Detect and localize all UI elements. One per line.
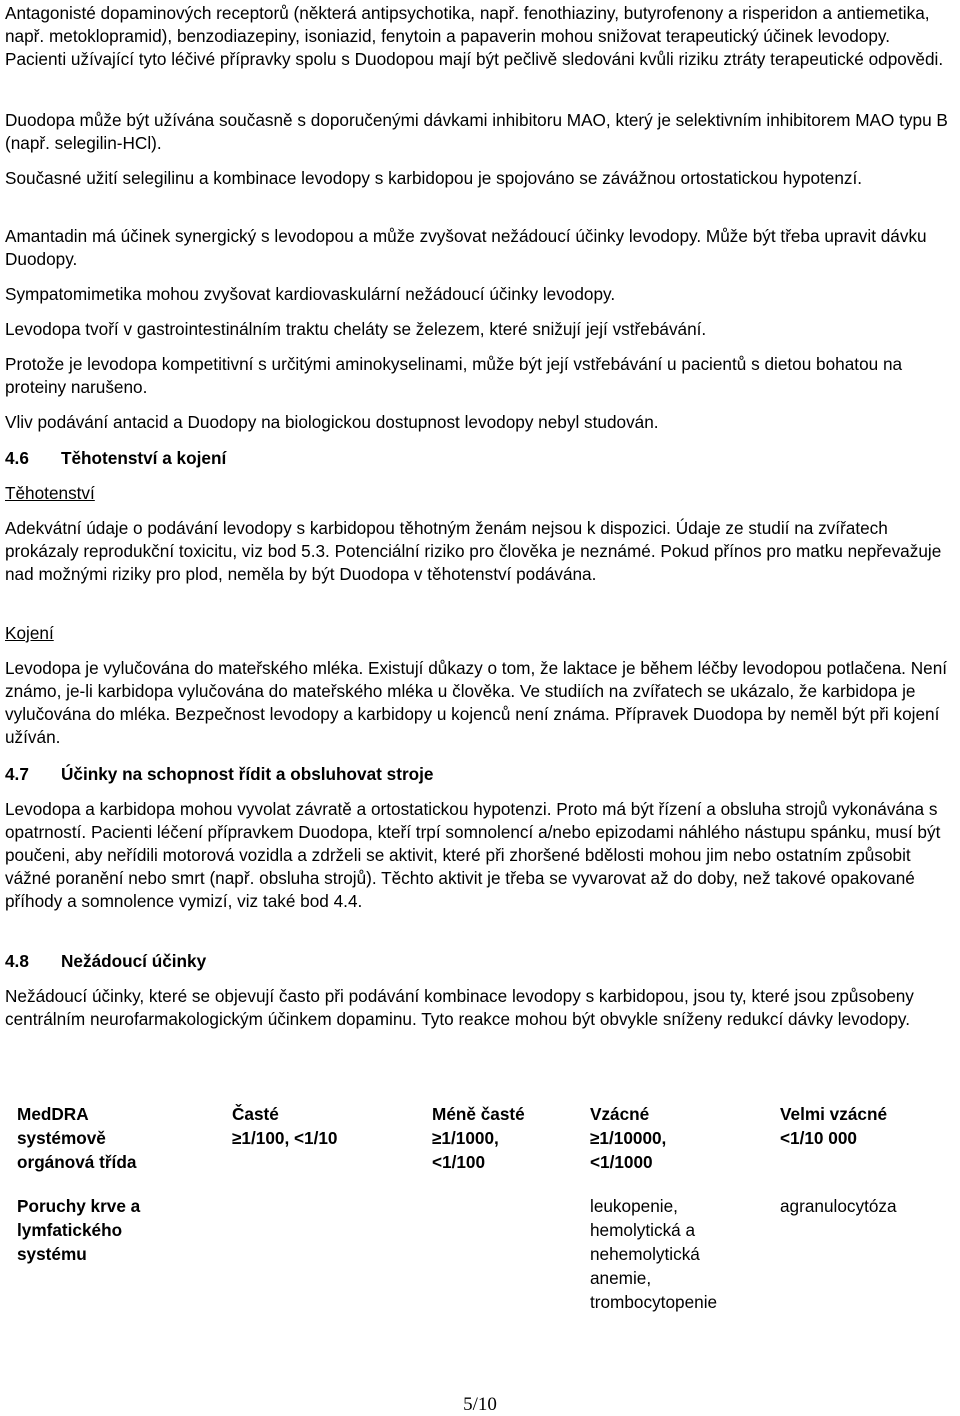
paragraph-pregnancy: Adekvátní údaje o podávání levodopy s karbidopou těhotným ženám nejsou k dispozici. Údaje ze studií na zvířatech prokázaly reprodukční toxicitu, viz bod 5.3. Potenciální riziko pro člověka je neznámé. Pokud přínos pro matku nepřevažuje nad možnými riziky pro plod, neměla by být Duodopa v těhotenství podávána. bbox=[5, 518, 942, 584]
table-cell-category: Poruchy krve a lymfatického systému bbox=[17, 1196, 141, 1264]
paragraph-breastfeeding: Levodopa je vylučována do mateřského mléka. Existují důkazy o tom, že laktace je během léčby levodopou potlačena. Není známo, je-li karbidopa vylučována do mateřského mléka u člověka. Ve studiích na zvířatech se ukázalo, že karbidopa je vylučována do mléka. Bezpečnost levodopy a karbidopy u kojenců není známa. Přípravek Duodopa by neměl být při kojení užíván. bbox=[5, 658, 948, 747]
section-heading-4-8 bbox=[5, 950, 206, 973]
header-cell-soc: MedDRA systémově orgánová třída bbox=[17, 1104, 137, 1172]
paragraph-iron-chelates: Levodopa tvoří v gastrointestinálním traktu cheláty se železem, které snižují její vstřebávání. bbox=[5, 319, 707, 339]
paragraph-amantadine: Amantadin má účinek synergický s levodopou a může zvyšovat nežádoucí účinky levodopy. Může být třeba upravit dávku Duodopy. bbox=[5, 226, 927, 269]
paragraph-antacids: Vliv podávání antacid a Duodopy na biologickou dostupnost levodopy nebyl studován. bbox=[5, 412, 659, 432]
paragraph-adverse-effects: Nežádoucí účinky, které se objevují často při podávání kombinace levodopy s karbidopou, jsou ty, které jsou způsobeny centrálním neurofarmakologickým účinkem dopaminu. Tyto reakce mohou být obvykle sníženy redukcí dávky levodopy. bbox=[5, 986, 914, 1029]
section-title: Nežádoucí účinky bbox=[61, 951, 207, 971]
adverse-effects-table bbox=[5, 1090, 953, 1322]
section-number: 4.8 bbox=[5, 951, 29, 971]
header-cell-very-rare: Velmi vzácné <1/10 000 bbox=[780, 1104, 888, 1148]
page-number: 5/10 bbox=[463, 1394, 497, 1415]
section-number: 4.6 bbox=[5, 448, 29, 468]
paragraph-sympathomimetics: Sympatomimetika mohou zvyšovat kardiovaskulární nežádoucí účinky levodopy. bbox=[5, 284, 616, 304]
table-cell-rare: leukopenie, hemolytická a nehemolytická anemie, trombocytopenie bbox=[590, 1196, 718, 1312]
header-cell-common: Časté ≥1/100, <1/10 bbox=[232, 1104, 338, 1148]
section-heading-4-7 bbox=[5, 763, 433, 786]
table-header-row bbox=[5, 1090, 953, 1182]
paragraph-selegiline: Současné užití selegilinu a kombinace levodopy s karbidopou je spojováno se závážnou ortostatickou hypotenzí. bbox=[5, 168, 863, 188]
section-number: 4.7 bbox=[5, 764, 29, 784]
table-row bbox=[5, 1182, 953, 1322]
header-cell-uncommon: Méně časté ≥1/1000, <1/100 bbox=[432, 1104, 525, 1172]
section-heading-4-6 bbox=[5, 447, 226, 470]
table-cell-very-rare: agranulocytóza bbox=[780, 1196, 897, 1216]
section-title: Účinky na schopnost řídit a obsluhovat stroje bbox=[61, 764, 434, 784]
table-cell-uncommon bbox=[420, 1182, 578, 1322]
paragraph-amino-acids: Protože je levodopa kompetitivní s určitými aminokyselinami, může být její vstřebávání u pacientů s dietou bohatou na proteiny narušeno. bbox=[5, 354, 903, 397]
paragraph-driving: Levodopa a karbidopa mohou vyvolat závratě a ortostatickou hypotenzi. Proto má být řízení a obsluha strojů vykonávána s opatrností. Pacienti léčení přípravkem Duodopa, kteří trpí somnolencí a/nebo epizodami náhlého nástupu spánku, musí být poučeni, aby neřídili motorová vozidla a zdrželi se aktivit, které při zhoršené bdělosti mohou jim nebo ostatním způsobit vážné poranění nebo smrt (např. obsluha strojů). Těchto aktivit je třeba se vyvarovat až do doby, než takové opakované příhody a somnolence vymizí, viz také bod 4.4. bbox=[5, 799, 941, 911]
section-title: Těhotenství a kojení bbox=[61, 448, 227, 468]
subheading-pregnancy: Těhotenství bbox=[5, 483, 95, 503]
header-cell-rare: Vzácné ≥1/10000, <1/1000 bbox=[590, 1104, 667, 1172]
paragraph-antagonists: Antagonisté dopaminových receptorů (některá antipsychotika, např. fenothiaziny, butyrofenony a risperidon a antiemetika, např. metoklopramid), benzodiazepiny, isoniazid, fenytoin a papaverin mohou snižovat terapeutický účinek levodopy. Pacienti užívající tyto léčivé přípravky spolu s Duodopou mají být pečlivě sledováni kvůli riziku ztráty terapeutické odpovědi. bbox=[5, 3, 944, 69]
table-cell-common bbox=[220, 1182, 420, 1322]
paragraph-mao-inhibitors: Duodopa může být užívána současně s doporučenými dávkami inhibitoru MAO, který je selektivním inhibitorem MAO typu B (např. selegilin-HCl). bbox=[5, 110, 948, 153]
subheading-breastfeeding: Kojení bbox=[5, 623, 54, 643]
